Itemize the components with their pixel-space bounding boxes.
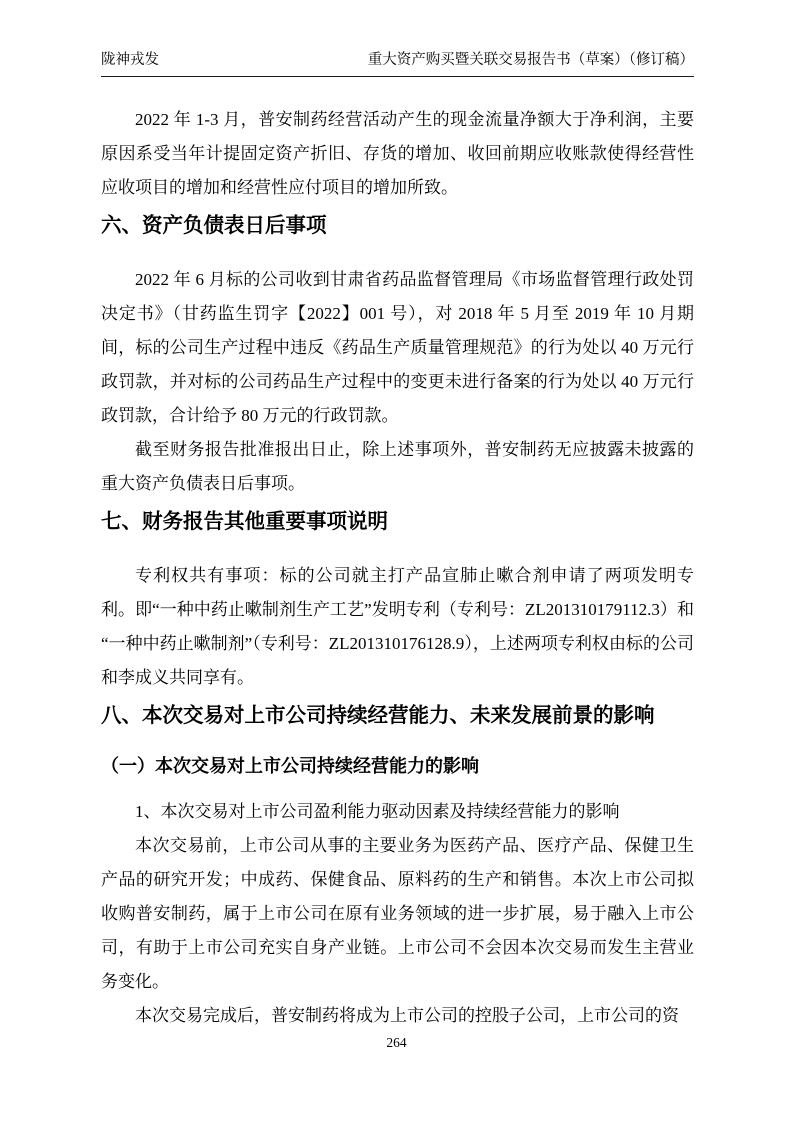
paragraph: 2022 年 6 月标的公司收到甘肃省药品监督管理局《市场监督管理行政处罚决定书》（甘药监生罚字【2022】001 号），对 2018 年 5 月至 2019 年 10 月期间，标的公司生产过程中违反《药品生产质量管理规范》的行为处以 40 万元行政罚款，并对标的公司药品生产过程中的变更未进行备案的行为处以 40 万元行政罚款，合计给予 80 万元的行政罚款。 [101, 270, 694, 425]
subsection-heading: （一）本次交易对上市公司持续经营能力的影响 [101, 756, 479, 776]
paragraph: 专利权共有事项：标的公司就主打产品宣肺止嗽合剂申请了两项发明专利。即“一种中药止嗽制剂生产工艺”发明专利（专利号：ZL201310179112.3）和“一种中药止嗽制剂”（专利号：ZL201310176128.9），上述两项专利权由标的公司和李成义共同享有。 [101, 566, 694, 687]
page-footer [0, 1034, 793, 1052]
page-number: 264 [386, 1035, 407, 1050]
paragraph: 截至财务报告批准报出日止，除上述事项外，普安制药无应披露未披露的重大资产负债表日后事项。 [101, 440, 694, 493]
section-heading: 六、资产负债表日后事项 [101, 214, 327, 237]
section-heading: 八、本次交易对上市公司持续经营能力、未来发展前景的影响 [101, 704, 655, 727]
header-company-name: 陇神戎发 [101, 52, 159, 68]
page-header [101, 0, 694, 77]
paragraph: 本次交易完成后，普安制药将成为上市公司的控股子公司，上市公司的资 [135, 1006, 679, 1025]
paragraph: 本次交易前，上市公司从事的主要业务为医药产品、医疗产品、保健卫生产品的研究开发；中成药、保健食品、原料药的生产和销售。本次上市公司拟收购普安制药，属于上市公司在原有业务领域的进一步扩展，易于融入上市公司，有助于上市公司充实自身产业链。上市公司不会因本次交易而发生主营业务变化。 [101, 836, 694, 991]
section-heading: 七、财务报告其他重要事项说明 [101, 510, 388, 533]
paragraph: 2022 年 1-3 月，普安制药经营活动产生的现金流量净额大于净利润，主要原因系受当年计提固定资产折旧、存货的增加、收回前期应收账款使得经营性应收项目的增加和经营性应付项目的增加所致。 [101, 110, 694, 197]
document-body [101, 103, 694, 1033]
paragraph: 1、本次交易对上市公司盈利能力驱动因素及持续经营能力的影响 [135, 802, 620, 821]
header-report-title: 重大资产购买暨关联交易报告书（草案）（修订稿） [367, 52, 694, 68]
